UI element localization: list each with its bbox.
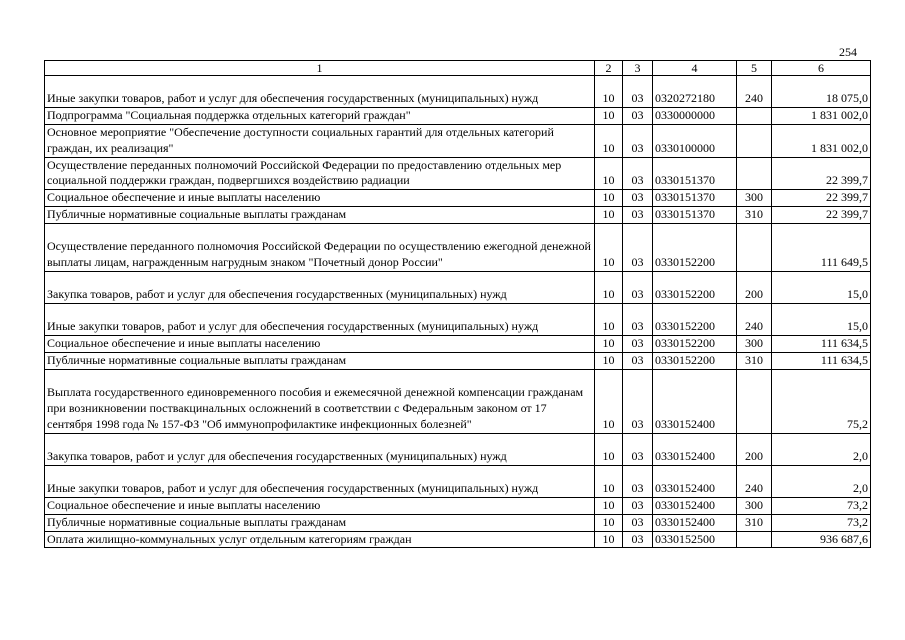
row-subsection-cell: 03 bbox=[623, 352, 653, 369]
row-sum-cell: 2,0 bbox=[772, 465, 871, 497]
row-target-code-cell: 0330152200 bbox=[653, 223, 737, 271]
table-row bbox=[45, 352, 871, 369]
row-name-cell: Осуществление переданных полномочий Российской Федерации по предоставлению отдельных мер социальной поддержки граждан, подвергшихся воздействию радиации bbox=[45, 157, 595, 190]
header-cell-3: 3 bbox=[623, 61, 653, 76]
row-section-cell: 10 bbox=[595, 433, 623, 465]
row-name-cell: Социальное обеспечение и иные выплаты населению bbox=[45, 497, 595, 514]
row-section-cell: 10 bbox=[595, 369, 623, 433]
row-subsection-cell: 03 bbox=[623, 303, 653, 335]
row-expense-type-cell bbox=[737, 531, 772, 548]
table-row bbox=[45, 76, 871, 108]
row-section-cell: 10 bbox=[595, 76, 623, 108]
row-sum-cell: 111 634,5 bbox=[772, 336, 871, 353]
row-target-code-cell: 0330152200 bbox=[653, 352, 737, 369]
row-section-cell: 10 bbox=[595, 465, 623, 497]
row-subsection-cell: 03 bbox=[623, 271, 653, 303]
table-row bbox=[45, 223, 871, 271]
row-name-cell: Закупка товаров, работ и услуг для обеспечения государственных (муниципальных) нужд bbox=[45, 271, 595, 303]
header-cell-6: 6 bbox=[772, 61, 871, 76]
row-expense-type-cell: 300 bbox=[737, 336, 772, 353]
row-subsection-cell: 03 bbox=[623, 433, 653, 465]
row-target-code-cell: 0330100000 bbox=[653, 124, 737, 157]
row-subsection-cell: 03 bbox=[623, 531, 653, 548]
table-row bbox=[45, 190, 871, 207]
row-subsection-cell: 03 bbox=[623, 223, 653, 271]
row-target-code-cell: 0330152400 bbox=[653, 497, 737, 514]
row-expense-type-cell: 240 bbox=[737, 76, 772, 108]
table-row bbox=[45, 206, 871, 223]
row-name-cell: Публичные нормативные социальные выплаты гражданам bbox=[45, 514, 595, 531]
row-target-code-cell: 0330151370 bbox=[653, 190, 737, 207]
row-section-cell: 10 bbox=[595, 514, 623, 531]
row-subsection-cell: 03 bbox=[623, 336, 653, 353]
row-sum-cell: 936 687,6 bbox=[772, 531, 871, 548]
row-name-cell: Социальное обеспечение и иные выплаты населению bbox=[45, 336, 595, 353]
table-row bbox=[45, 497, 871, 514]
table-row bbox=[45, 531, 871, 548]
row-target-code-cell: 0330152400 bbox=[653, 514, 737, 531]
row-expense-type-cell: 240 bbox=[737, 465, 772, 497]
row-section-cell: 10 bbox=[595, 497, 623, 514]
row-sum-cell: 75,2 bbox=[772, 369, 871, 433]
row-expense-type-cell bbox=[737, 108, 772, 125]
row-sum-cell: 15,0 bbox=[772, 303, 871, 335]
row-subsection-cell: 03 bbox=[623, 514, 653, 531]
row-target-code-cell: 0330152400 bbox=[653, 369, 737, 433]
row-sum-cell: 15,0 bbox=[772, 271, 871, 303]
page-number: 254 bbox=[839, 45, 857, 59]
row-sum-cell: 18 075,0 bbox=[772, 76, 871, 108]
row-expense-type-cell: 310 bbox=[737, 514, 772, 531]
table-row bbox=[45, 514, 871, 531]
row-target-code-cell: 0320272180 bbox=[653, 76, 737, 108]
budget-table bbox=[44, 60, 871, 548]
row-expense-type-cell: 240 bbox=[737, 303, 772, 335]
row-sum-cell: 73,2 bbox=[772, 497, 871, 514]
row-sum-cell: 1 831 002,0 bbox=[772, 124, 871, 157]
row-name-cell: Выплата государственного единовременного пособия и ежемесячной денежной компенсации гражданам при возникновении поствакцинальных осложнений в соответствии с Федеральным законом от 17 сентября 1998 года № 157-ФЗ "Об иммунопрофилактике инфекционных болезней" bbox=[45, 369, 595, 433]
row-sum-cell: 22 399,7 bbox=[772, 206, 871, 223]
table-row bbox=[45, 433, 871, 465]
row-target-code-cell: 0330152400 bbox=[653, 465, 737, 497]
row-target-code-cell: 0330152200 bbox=[653, 303, 737, 335]
table-row bbox=[45, 303, 871, 335]
row-target-code-cell: 0330152200 bbox=[653, 336, 737, 353]
row-name-cell: Публичные нормативные социальные выплаты гражданам bbox=[45, 206, 595, 223]
row-expense-type-cell: 200 bbox=[737, 433, 772, 465]
row-subsection-cell: 03 bbox=[623, 190, 653, 207]
table-row bbox=[45, 157, 871, 190]
row-target-code-cell: 0330000000 bbox=[653, 108, 737, 125]
table-row bbox=[45, 465, 871, 497]
row-sum-cell: 22 399,7 bbox=[772, 190, 871, 207]
row-section-cell: 10 bbox=[595, 190, 623, 207]
row-sum-cell: 1 831 002,0 bbox=[772, 108, 871, 125]
row-subsection-cell: 03 bbox=[623, 497, 653, 514]
row-expense-type-cell: 300 bbox=[737, 190, 772, 207]
table-row bbox=[45, 336, 871, 353]
row-name-cell: Оплата жилищно-коммунальных услуг отдельным категориям граждан bbox=[45, 531, 595, 548]
row-section-cell: 10 bbox=[595, 336, 623, 353]
row-name-cell: Осуществление переданного полномочия Российской Федерации по осуществлению ежегодной денежной выплаты лицам, награжденным нагрудным знаком "Почетный донор России" bbox=[45, 223, 595, 271]
row-expense-type-cell bbox=[737, 124, 772, 157]
row-section-cell: 10 bbox=[595, 206, 623, 223]
row-name-cell: Иные закупки товаров, работ и услуг для обеспечения государственных (муниципальных) нужд bbox=[45, 76, 595, 108]
row-section-cell: 10 bbox=[595, 271, 623, 303]
row-section-cell: 10 bbox=[595, 303, 623, 335]
row-subsection-cell: 03 bbox=[623, 108, 653, 125]
row-subsection-cell: 03 bbox=[623, 76, 653, 108]
row-name-cell: Иные закупки товаров, работ и услуг для обеспечения государственных (муниципальных) нужд bbox=[45, 465, 595, 497]
row-subsection-cell: 03 bbox=[623, 206, 653, 223]
row-expense-type-cell: 310 bbox=[737, 206, 772, 223]
row-subsection-cell: 03 bbox=[623, 124, 653, 157]
table-row bbox=[45, 108, 871, 125]
row-target-code-cell: 0330152500 bbox=[653, 531, 737, 548]
table-header-row bbox=[45, 61, 871, 76]
row-section-cell: 10 bbox=[595, 108, 623, 125]
header-cell-1: 1 bbox=[45, 61, 595, 76]
row-name-cell: Социальное обеспечение и иные выплаты населению bbox=[45, 190, 595, 207]
row-section-cell: 10 bbox=[595, 157, 623, 190]
table-row bbox=[45, 369, 871, 433]
row-sum-cell: 111 649,5 bbox=[772, 223, 871, 271]
row-sum-cell: 22 399,7 bbox=[772, 157, 871, 190]
header-cell-5: 5 bbox=[737, 61, 772, 76]
row-expense-type-cell: 200 bbox=[737, 271, 772, 303]
row-expense-type-cell: 300 bbox=[737, 497, 772, 514]
row-name-cell: Подпрограмма "Социальная поддержка отдельных категорий граждан" bbox=[45, 108, 595, 125]
row-section-cell: 10 bbox=[595, 124, 623, 157]
row-target-code-cell: 0330151370 bbox=[653, 206, 737, 223]
row-subsection-cell: 03 bbox=[623, 369, 653, 433]
row-section-cell: 10 bbox=[595, 352, 623, 369]
header-cell-4: 4 bbox=[653, 61, 737, 76]
row-name-cell: Публичные нормативные социальные выплаты гражданам bbox=[45, 352, 595, 369]
table-row bbox=[45, 124, 871, 157]
row-subsection-cell: 03 bbox=[623, 465, 653, 497]
row-sum-cell: 2,0 bbox=[772, 433, 871, 465]
row-sum-cell: 73,2 bbox=[772, 514, 871, 531]
row-section-cell: 10 bbox=[595, 531, 623, 548]
row-expense-type-cell bbox=[737, 223, 772, 271]
row-name-cell: Иные закупки товаров, работ и услуг для обеспечения государственных (муниципальных) нужд bbox=[45, 303, 595, 335]
row-section-cell: 10 bbox=[595, 223, 623, 271]
row-expense-type-cell bbox=[737, 369, 772, 433]
row-expense-type-cell: 310 bbox=[737, 352, 772, 369]
row-target-code-cell: 0330151370 bbox=[653, 157, 737, 190]
table-row bbox=[45, 271, 871, 303]
header-cell-2: 2 bbox=[595, 61, 623, 76]
row-target-code-cell: 0330152400 bbox=[653, 433, 737, 465]
row-name-cell: Основное мероприятие "Обеспечение доступности социальных гарантий для отдельных категорий граждан, их реализация" bbox=[45, 124, 595, 157]
row-subsection-cell: 03 bbox=[623, 157, 653, 190]
row-expense-type-cell bbox=[737, 157, 772, 190]
row-target-code-cell: 0330152200 bbox=[653, 271, 737, 303]
row-name-cell: Закупка товаров, работ и услуг для обеспечения государственных (муниципальных) нужд bbox=[45, 433, 595, 465]
row-sum-cell: 111 634,5 bbox=[772, 352, 871, 369]
